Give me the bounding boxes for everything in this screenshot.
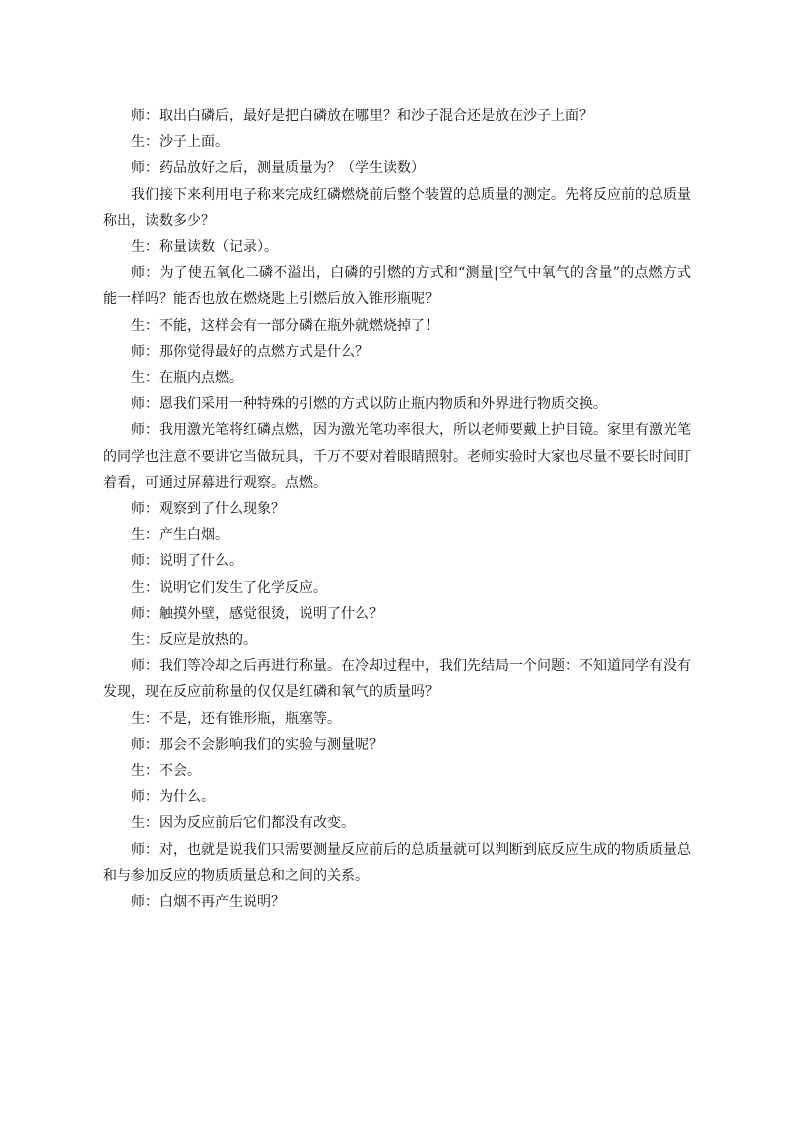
- dialogue-line: 师：白烟不再产生说明？: [131, 894, 285, 911]
- dialogue-body: [103, 103, 691, 915]
- dialogue-line: 师：恩我们采用一种特殊的引燃的方式以防止瓶内物质和外界进行物质交换。: [131, 396, 607, 413]
- dialogue-line: 生：在瓶内点燃。: [131, 370, 243, 387]
- dialogue-line: 师：说明了什么。: [131, 553, 243, 570]
- dialogue-line: 生：产生白烟。: [131, 527, 229, 544]
- dialogue-line: 师：取出白磷后，最好是把白磷放在哪里？和沙子混合还是放在沙子上面？: [131, 108, 593, 124]
- dialogue-line: 生：不能，这样会有一部分磷在瓶外就燃烧掉了！: [131, 317, 439, 334]
- dialogue-line: 师：为什么。: [131, 789, 215, 806]
- narration-paragraph: 我们接下来利用电子称来完成红磷燃烧前后整个装置的总质量的测定。先将反应前的总质量称出，读数多少？: [103, 186, 691, 229]
- dialogue-line: 师：我们等冷却之后再进行称量。在冷却过程中，我们先结局一个问题：不知道同学有没有发现，现在反应前称量的仅仅是红磷和氧气的质量吗？: [103, 658, 691, 701]
- dialogue-line: 师：观察到了什么现象？: [131, 501, 285, 518]
- dialogue-line: 师：对，也就是说我们只需要测量反应前后的总质量就可以判断到底反应生成的物质质量总和与参加反应的物质质量总和之间的关系。: [103, 841, 691, 884]
- dialogue-line: 师：为了使五氧化二磷不溢出，白磷的引燃的方式和“测量|空气中氧气的含量”的点燃方式能一样吗？能否也放在燃烧匙上引燃后放入锥形瓶呢？: [103, 265, 691, 308]
- dialogue-line: 生：不会。: [131, 763, 201, 780]
- dialogue-line: 师：那会不会影响我们的实验与测量呢？: [131, 736, 383, 753]
- dialogue-line: 师：触摸外壁，感觉很烫，说明了什么？: [131, 605, 383, 622]
- dialogue-line: 师：那你觉得最好的点燃方式是什么？: [131, 343, 369, 360]
- dialogue-line: 生：称量读数（记录）。: [131, 239, 278, 256]
- dialogue-line: 师：我用激光笔将红磷点燃，因为激光笔功率很大，所以老师要戴上护目镜。家里有激光笔的同学也注意不要讲它当做玩具，千万不要对着眼睛照射。老师实验时大家也尽量不要长时间盯着看，可通过屏幕进行观察。点燃。: [103, 422, 691, 491]
- dialogue-line: 生：说明它们发生了化学反应。: [131, 579, 327, 596]
- dialogue-line: 生：不是，还有锥形瓶，瓶塞等。: [131, 710, 341, 727]
- dialogue-line: 生：沙子上面。: [131, 134, 229, 151]
- dialogue-line: 生：因为反应前后它们都没有改变。: [131, 815, 355, 832]
- dialogue-line: 师：药品放好之后，测量质量为？（学生读数）: [131, 160, 425, 177]
- dialogue-line: 生：反应是放热的。: [131, 632, 257, 649]
